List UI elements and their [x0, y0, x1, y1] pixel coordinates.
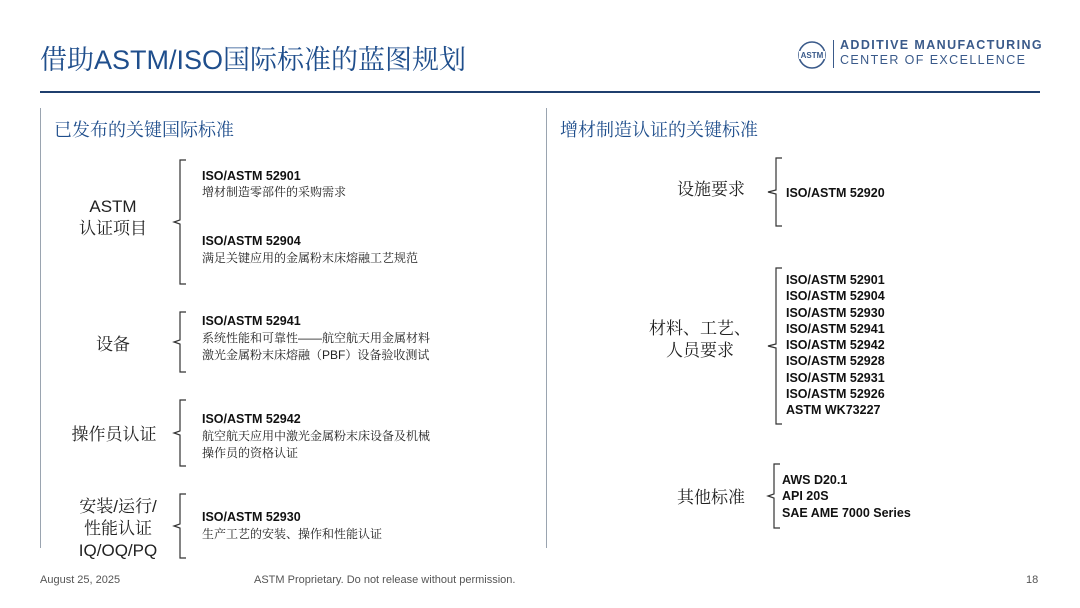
std-code: ISO/ASTM 52926	[786, 387, 885, 402]
category-material-process-personnel: 材料、工艺、 人员要求	[649, 319, 751, 360]
right-section-title: 增材制造认证的关键标准	[560, 120, 758, 140]
std-code: ISO/ASTM 52904	[786, 289, 885, 304]
page-number: 18	[1026, 574, 1039, 586]
std-desc: 激光金属粉末床熔融（PBF）设备验收测试	[202, 348, 430, 362]
logo-text	[840, 38, 1043, 68]
std-code: ISO/ASTM 52941	[786, 321, 885, 336]
std-code: ISO/ASTM 52901	[202, 169, 301, 183]
std-code: ISO/ASTM 52931	[786, 370, 885, 385]
std-code: API 20S	[782, 489, 829, 504]
logo-divider	[833, 40, 834, 68]
left-section-title: 已发布的关键国际标准	[54, 120, 234, 140]
category-iq-oq-pq: 安装/运行/ 性能认证 IQ/OQ/PQ	[78, 497, 158, 560]
std-code: ISO/ASTM 52930	[786, 305, 885, 320]
std-desc: 系统性能和可靠性——航空航天用金属材料	[202, 331, 431, 345]
std-code: ISO/ASTM 52904	[202, 234, 301, 248]
brace-icon	[164, 398, 190, 468]
std-code: ISO/ASTM 52920	[786, 186, 885, 200]
std-list	[786, 272, 885, 419]
std-code: SAE AME 7000 Series	[782, 505, 911, 520]
std-code: ISO/ASTM 52942	[202, 412, 301, 426]
std-desc: 增材制造零部件的采购需求	[202, 185, 347, 199]
footer-date: August 25, 2025	[40, 574, 121, 586]
brace-icon	[160, 310, 190, 374]
logo-line1: ADDITIVE MANUFACTURING	[840, 38, 1044, 52]
category-operator: 操作员认证	[71, 425, 157, 444]
std-desc: 满足关键应用的金属粉末床熔融工艺规范	[202, 251, 419, 265]
brace-icon	[762, 462, 784, 530]
std-desc: 生产工艺的安装、操作和性能认证	[202, 527, 383, 541]
brace-icon	[160, 158, 190, 288]
brace-icon	[760, 266, 786, 426]
std-code: ASTM WK73227	[786, 403, 881, 418]
category-other: 其他标准	[677, 488, 745, 507]
left-panel-border	[40, 108, 41, 548]
category-equipment: 设备	[96, 335, 130, 354]
std-code: ISO/ASTM 52930	[202, 510, 301, 524]
page-title: 借助ASTM/ISO国际标准的蓝图规划	[40, 45, 467, 75]
std-code: AWS D20.1	[782, 473, 848, 487]
std-code: ISO/ASTM 52928	[786, 354, 885, 369]
category-facility: 设施要求	[677, 180, 745, 199]
svg-text:ASTM: ASTM	[800, 51, 824, 60]
std-code: ISO/ASTM 52942	[786, 338, 885, 353]
header-rule	[40, 91, 1040, 93]
right-panel-border	[546, 108, 547, 548]
footer-notice: ASTM Proprietary. Do not release without permission.	[254, 574, 516, 586]
astm-logo-icon	[796, 40, 828, 70]
std-list	[782, 472, 911, 521]
std-desc: 操作员的资格认证	[202, 446, 299, 460]
std-code: ISO/ASTM 52901	[786, 273, 885, 287]
category-astm: ASTM 认证项目	[79, 197, 147, 238]
brace-icon	[760, 156, 786, 228]
std-code: ISO/ASTM 52941	[202, 314, 301, 328]
brace-icon	[166, 492, 190, 560]
logo-line2: CENTER OF EXCELLENCE	[840, 53, 1027, 67]
std-desc: 航空航天应用中激光金属粉末床设备及机械	[202, 429, 431, 443]
